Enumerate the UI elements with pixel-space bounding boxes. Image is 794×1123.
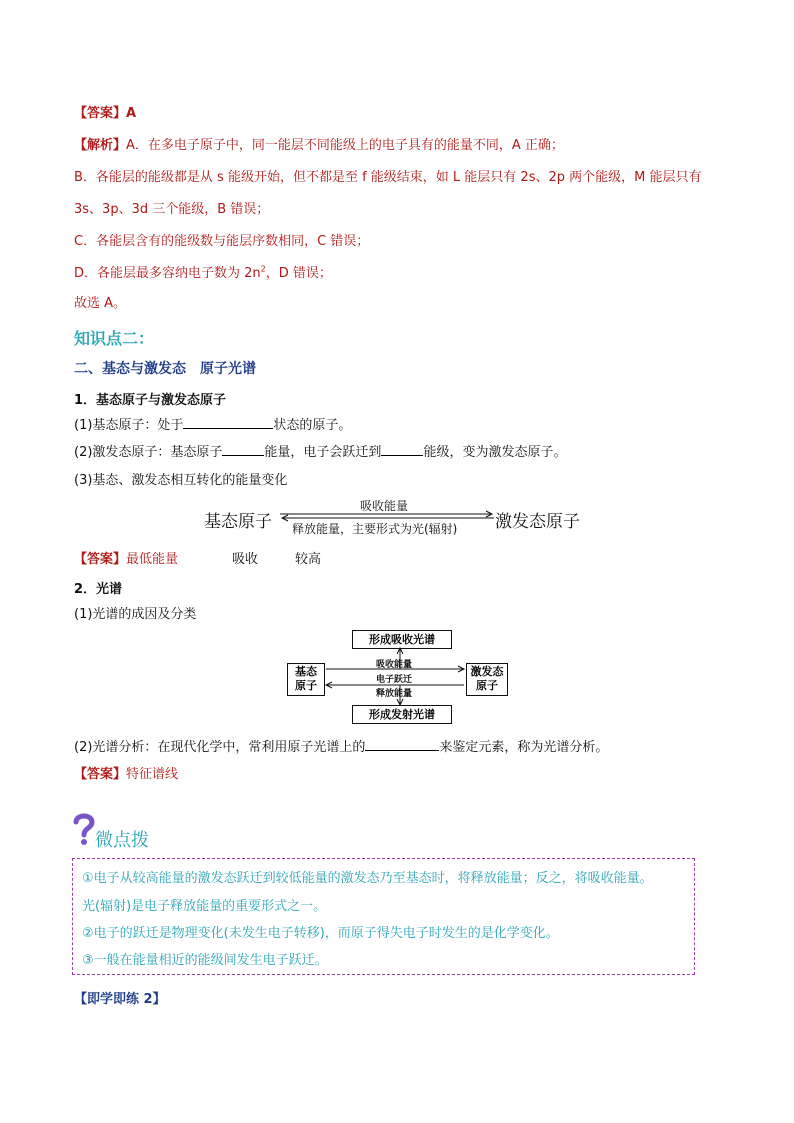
answer-label: 【答案】 xyxy=(74,767,127,782)
absorption-spectrum-box: 形成吸收光谱 xyxy=(352,630,452,649)
tip-line-2: 光(辐射)是电子释放能量的重要形式之一。 xyxy=(82,899,327,914)
tip-line-1: ①电子从较高能量的激发态跃迁到较低能量的激发态乃至基态时，将释放能量；反之，将吸收能量。 xyxy=(82,871,653,886)
diagram-bottom-label: 释放能量，主要形式为光(辐射) xyxy=(292,522,458,536)
answer-line-3: 【答案】特征谱线 xyxy=(74,767,179,782)
fill-blank[interactable] xyxy=(365,738,439,751)
answer-label: 【答案】 xyxy=(74,106,127,121)
label-release-energy: 释放能量 xyxy=(376,689,413,699)
paragraph-spectrum-cause: (1)光谱的成因及分类 xyxy=(74,607,197,622)
analysis-label: 【解析】 xyxy=(74,138,127,153)
subheading-2: 2．光谱 xyxy=(74,582,123,597)
analysis-line-4: C．各能层含有的能级数与能层序数相同，C 错误； xyxy=(74,234,370,249)
paragraph-ground-state: (1)基态原子：处于 状态的原子。 xyxy=(74,418,352,433)
analysis-line-6: 故选 A。 xyxy=(74,296,127,311)
practice-heading: 【即学即练 2】 xyxy=(74,992,166,1007)
fill-blank[interactable] xyxy=(222,443,264,456)
answer-higher: 较高 xyxy=(295,552,322,567)
excited-state-box: 激发态 原子 xyxy=(466,663,508,696)
tip-line-3: ②电子的跃迁是物理变化(未发生电子转移)，而原子得失电子时发生的是化学变化。 xyxy=(82,926,559,941)
subheading-1: 1．基态原子与激发态原子 xyxy=(74,393,227,408)
answer-value: A xyxy=(126,106,137,121)
label-electron-jump: 电子跃迁 xyxy=(376,675,413,685)
analysis-line-2: B．各能层的能级都是从 s 能级开始，但不都是至 f 能级结束，如 L 能层只有 2s、2p 两个能级，M 能层只有 xyxy=(74,170,702,185)
tip-line-4: ③一般在能量相近的能级间发生电子跃迁。 xyxy=(82,953,328,968)
answer-line-2: 【答案】最低能量 xyxy=(74,552,179,567)
answer-absorb: 吸收 xyxy=(232,552,259,567)
paragraph-energy-change: (3)基态、激发态相互转化的能量变化 xyxy=(74,473,288,488)
answer-label: 【答案】 xyxy=(74,552,127,567)
question-mark-icon xyxy=(72,812,96,846)
diagram-top-label: 吸收能量 xyxy=(360,499,409,513)
label-absorb-energy: 吸收能量 xyxy=(376,660,413,670)
emission-spectrum-box: 形成发射光谱 xyxy=(352,705,452,724)
ground-state-box: 基态 原子 xyxy=(287,663,325,696)
spectrum-arrows-icon xyxy=(320,640,470,720)
tip-title: 微点拨 xyxy=(95,830,149,851)
diagram-right-label: 激发态原子 xyxy=(495,512,580,532)
analysis-line-3: 3s、3p、3d 三个能级，B 错误； xyxy=(74,202,270,217)
paragraph-spectrum-analysis: (2)光谱分析：在现代化学中，常利用原子光谱上的 来鉴定元素，称为光谱分析。 xyxy=(74,740,609,755)
analysis-line-1: 【解析】A．在多电子原子中，同一能层不同能级上的电子具有的能量不同，A 正确； xyxy=(74,138,564,153)
fill-blank[interactable] xyxy=(381,443,423,456)
paragraph-excited-state: (2)激发态原子：基态原子 能量，电子会跃迁到 能级，变为激发态原子。 xyxy=(74,445,567,460)
diagram-left-label: 基态原子 xyxy=(204,512,272,532)
double-arrow-icon xyxy=(278,510,496,522)
section-title: 知识点二： xyxy=(74,329,155,348)
analysis-line-5: D．各能层最多容纳电子数为 $2n^2$，D 错误； xyxy=(74,264,332,281)
answer-line xyxy=(74,102,136,121)
fill-blank[interactable] xyxy=(183,416,273,429)
section-subtitle: 二、基态与激发态 原子光谱 xyxy=(74,361,256,377)
